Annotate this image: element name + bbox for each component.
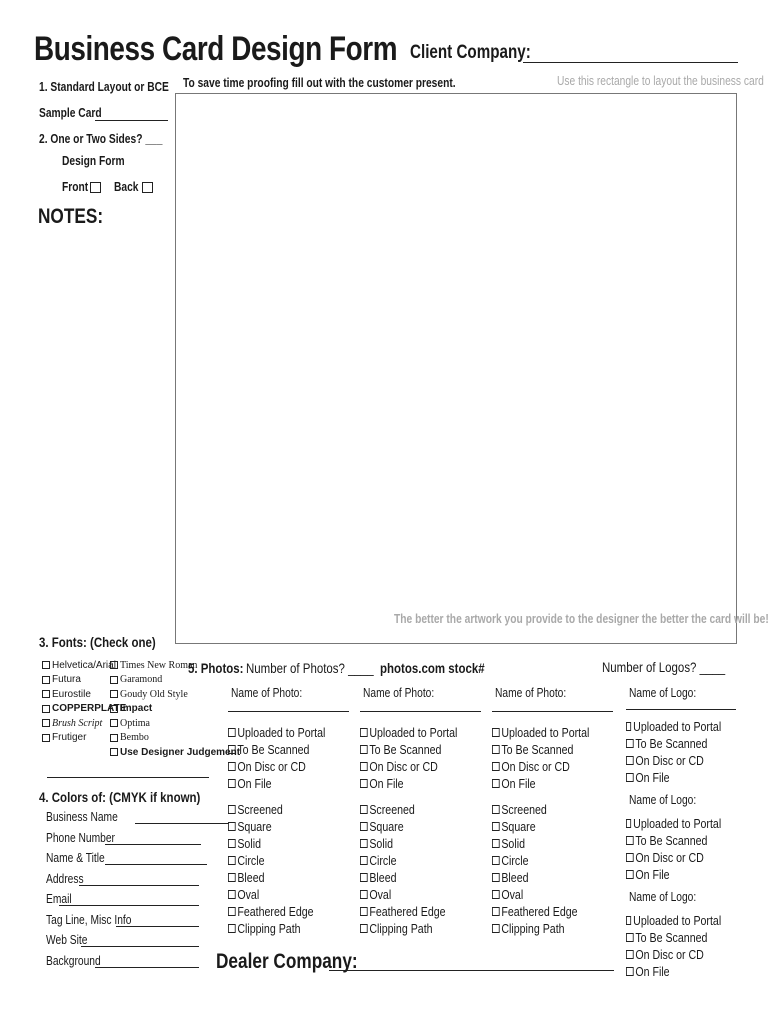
style-option[interactable] [492, 920, 598, 937]
option-checkbox[interactable] [626, 739, 634, 748]
font-checkbox[interactable] [110, 676, 118, 684]
photo-name-label: Name of Photo: [363, 686, 435, 700]
font-checkbox[interactable] [110, 719, 118, 727]
option-label: Uploaded to Portal [369, 725, 458, 740]
option-checkbox[interactable] [228, 924, 236, 933]
option-checkbox[interactable] [492, 856, 500, 865]
font-checkbox[interactable] [110, 734, 118, 742]
option-label: On File [369, 776, 404, 791]
color-row-label: Web Site [46, 933, 88, 947]
option-checkbox[interactable] [492, 873, 500, 882]
option-checkbox[interactable] [492, 805, 500, 814]
option-checkbox[interactable] [360, 779, 368, 788]
font-checkbox[interactable] [110, 748, 118, 756]
client-company-field[interactable] [523, 62, 738, 63]
sample-card-field[interactable] [95, 120, 168, 121]
logo-source-option[interactable] [626, 929, 721, 946]
option-label: Solid [501, 836, 525, 851]
color-row-label: Address [46, 871, 84, 886]
option-label: On Disc or CD [635, 850, 704, 865]
rectangle-hint: Use this rectangle to layout the business card [557, 74, 764, 88]
option-checkbox[interactable] [360, 728, 368, 737]
option-checkbox[interactable] [492, 907, 500, 916]
font-checkbox[interactable] [42, 719, 50, 727]
option-label: Solid [237, 836, 261, 851]
logo-source-option[interactable] [626, 963, 721, 980]
source-option[interactable] [228, 775, 334, 792]
font-option[interactable] [110, 687, 240, 702]
option-label: On File [501, 776, 536, 791]
font-label: Garamond [120, 674, 163, 686]
option-checkbox[interactable] [626, 819, 631, 828]
option-label: To Be Scanned [635, 930, 708, 945]
phone-color-field[interactable] [105, 831, 201, 845]
option-label: Solid [369, 836, 393, 851]
standard-layout-label: 1. Standard Layout or BCE [39, 80, 169, 94]
style-option[interactable] [492, 903, 598, 920]
name-title-color-field[interactable] [105, 851, 207, 865]
option-checkbox[interactable] [228, 839, 236, 848]
option-checkbox[interactable] [626, 933, 634, 942]
option-label: Feathered Edge [237, 904, 314, 919]
font-label: Times New Roman [120, 659, 198, 671]
font-label: Helvetica/Arial [52, 659, 116, 671]
source-option[interactable] [492, 741, 598, 758]
option-checkbox[interactable] [626, 773, 634, 782]
option-checkbox[interactable] [492, 822, 500, 831]
option-label: To Be Scanned [237, 742, 310, 757]
style-option[interactable] [228, 801, 334, 818]
option-label: On File [635, 770, 670, 785]
photo-name-field[interactable] [360, 700, 481, 712]
style-option[interactable] [360, 835, 466, 852]
font-label: Brush Script [52, 717, 103, 729]
color-row-label: Background [46, 953, 101, 968]
option-label: To Be Scanned [635, 736, 708, 751]
style-option[interactable] [492, 818, 598, 835]
logo-source-option[interactable] [626, 735, 721, 752]
color-row-label: Phone Number [46, 830, 115, 845]
option-label: Bleed [369, 870, 397, 885]
font-checkbox[interactable] [42, 690, 50, 698]
option-checkbox[interactable] [360, 907, 368, 916]
option-label: Feathered Edge [369, 904, 446, 919]
option-label: Uploaded to Portal [237, 725, 326, 740]
font-label: Bembo [120, 732, 149, 744]
style-option[interactable] [360, 920, 466, 937]
source-option[interactable] [492, 758, 598, 775]
option-checkbox[interactable] [228, 805, 236, 814]
address-color-field[interactable] [79, 872, 199, 886]
option-checkbox[interactable] [228, 890, 236, 899]
option-label: To Be Scanned [501, 742, 574, 757]
option-label: Clipping Path [237, 921, 301, 936]
option-label: Bleed [237, 870, 265, 885]
option-label: On File [635, 964, 670, 979]
logo-source-option[interactable] [626, 866, 721, 883]
option-checkbox[interactable] [228, 856, 236, 865]
back-checkbox[interactable] [142, 182, 153, 193]
option-label: Uploaded to Portal [633, 719, 722, 734]
option-label: Feathered Edge [501, 904, 578, 919]
style-option[interactable] [228, 869, 334, 886]
photo-name-label: Name of Photo: [231, 686, 303, 700]
photo-column-1 [228, 686, 353, 937]
font-option[interactable] [110, 716, 240, 731]
font-option[interactable] [110, 731, 240, 746]
style-option[interactable] [492, 801, 598, 818]
sample-card-label: Sample Card [39, 106, 102, 120]
option-checkbox[interactable] [492, 745, 500, 754]
option-checkbox[interactable] [228, 907, 236, 916]
option-label: Circle [369, 853, 397, 868]
option-label: Screened [237, 802, 283, 817]
option-checkbox[interactable] [626, 870, 634, 879]
option-checkbox[interactable] [492, 779, 500, 788]
font-checkbox[interactable] [42, 676, 50, 684]
option-checkbox[interactable] [228, 779, 236, 788]
option-checkbox[interactable] [360, 762, 368, 771]
option-checkbox[interactable] [360, 805, 368, 814]
option-checkbox[interactable] [492, 924, 500, 933]
option-label: On File [635, 867, 670, 882]
option-label: Oval [369, 887, 392, 902]
option-checkbox[interactable] [626, 836, 634, 845]
source-option[interactable] [228, 724, 334, 741]
option-checkbox[interactable] [360, 839, 368, 848]
style-option[interactable] [228, 852, 334, 869]
logo-source-option[interactable] [626, 752, 721, 769]
color-row-label: Tag Line, Misc Info [46, 912, 132, 927]
font-checkbox[interactable] [110, 690, 118, 698]
business-card-layout-area[interactable] [175, 93, 737, 644]
form-title: Business Card Design Form [34, 30, 398, 68]
option-checkbox[interactable] [626, 853, 634, 862]
option-label: Circle [237, 853, 265, 868]
color-row-label: Business Name [46, 810, 118, 824]
fonts-heading: 3. Fonts: (Check one) [39, 634, 156, 650]
style-option[interactable] [360, 852, 466, 869]
background-color-field[interactable] [95, 954, 199, 968]
option-checkbox[interactable] [228, 728, 236, 737]
logo-source-option[interactable] [626, 718, 721, 735]
option-label: Uploaded to Portal [501, 725, 590, 740]
photo-count-label: Number of Photos? ____ [246, 660, 374, 676]
logo-name-field[interactable] [626, 700, 736, 710]
front-label: Front [62, 180, 89, 194]
source-option[interactable] [360, 775, 466, 792]
style-option[interactable] [492, 869, 598, 886]
style-option[interactable] [360, 869, 466, 886]
photos-heading: 5. Photos: [188, 660, 244, 676]
font-label: Impact [120, 703, 153, 715]
source-option[interactable] [360, 741, 466, 758]
option-label: To Be Scanned [635, 833, 708, 848]
logo-name-label: Name of Logo: [629, 793, 697, 807]
color-row-label: Email [46, 892, 72, 906]
notes-heading: NOTES: [38, 205, 104, 228]
logo-source-option[interactable] [626, 946, 721, 963]
logo-source-option[interactable] [626, 849, 721, 866]
logo-count-label: Number of Logos? ____ [602, 659, 726, 675]
option-checkbox[interactable] [228, 762, 236, 771]
option-label: Screened [369, 802, 415, 817]
back-label: Back [114, 180, 139, 194]
font-checkbox[interactable] [42, 705, 50, 713]
style-option[interactable] [228, 818, 334, 835]
logo-source-option[interactable] [626, 832, 721, 849]
option-label: Square [237, 819, 272, 834]
option-checkbox[interactable] [626, 756, 634, 765]
option-label: On File [237, 776, 272, 791]
option-label: To Be Scanned [369, 742, 442, 757]
option-checkbox[interactable] [492, 762, 500, 771]
option-checkbox[interactable] [228, 822, 236, 831]
email-color-field[interactable] [59, 892, 199, 906]
font-option[interactable] [110, 702, 240, 717]
option-label: Square [501, 819, 536, 834]
font-label: Goudy Old Style [120, 688, 188, 700]
option-checkbox[interactable] [228, 745, 236, 754]
logo-source-option[interactable] [626, 815, 721, 832]
option-label: Bleed [501, 870, 529, 885]
option-label: On Disc or CD [635, 753, 704, 768]
option-label: Oval [501, 887, 524, 902]
photo-name-field[interactable] [492, 700, 613, 712]
option-checkbox[interactable] [360, 856, 368, 865]
style-option[interactable] [360, 903, 466, 920]
logo-name-label: Name of Logo: [629, 686, 697, 700]
style-option[interactable] [228, 903, 334, 920]
font-checkbox[interactable] [42, 661, 50, 669]
option-checkbox[interactable] [228, 873, 236, 882]
option-label: Square [369, 819, 404, 834]
stock-label: photos.com stock# [380, 660, 485, 676]
style-option[interactable] [492, 835, 598, 852]
sides-label: 2. One or Two Sides? ___ [39, 132, 163, 146]
font-label: Eurostile [52, 688, 91, 700]
option-checkbox[interactable] [360, 822, 368, 831]
option-checkbox[interactable] [360, 873, 368, 882]
photo-column-2 [360, 686, 485, 937]
font-label: Frutiger [52, 732, 87, 744]
logo-source-option[interactable] [626, 912, 721, 929]
style-option[interactable] [228, 886, 334, 903]
font-checkbox[interactable] [110, 705, 118, 713]
source-option[interactable] [360, 724, 466, 741]
photo-name-label: Name of Photo: [495, 686, 567, 700]
font-label: COPPERPLATE [52, 703, 127, 715]
option-checkbox[interactable] [492, 728, 500, 737]
color-row-label: Name & Title [46, 851, 105, 865]
photo-column-3 [492, 686, 617, 937]
option-checkbox[interactable] [360, 924, 368, 933]
style-option[interactable] [492, 886, 598, 903]
front-checkbox[interactable] [90, 182, 101, 193]
option-checkbox[interactable] [360, 890, 368, 899]
logo-source-option[interactable] [626, 769, 721, 786]
option-label: On Disc or CD [635, 947, 704, 962]
option-checkbox[interactable] [360, 745, 368, 754]
source-option[interactable] [228, 758, 334, 775]
source-option[interactable] [492, 724, 598, 741]
client-company-label: Client Company: [410, 42, 531, 63]
option-checkbox[interactable] [492, 890, 500, 899]
source-option[interactable] [228, 741, 334, 758]
font-label: Futura [52, 674, 81, 686]
font-other-field[interactable] [47, 777, 209, 778]
artwork-hint: The better the artwork you provide to the designer the better the card will be! [394, 612, 769, 626]
logo-name-label: Name of Logo: [629, 890, 697, 904]
option-label: Circle [501, 853, 529, 868]
option-label: Screened [501, 802, 547, 817]
option-checkbox[interactable] [492, 839, 500, 848]
option-checkbox[interactable] [626, 916, 631, 925]
tagline-color-field[interactable] [116, 913, 199, 927]
font-label: Optima [120, 717, 150, 729]
option-label: On Disc or CD [501, 759, 570, 774]
option-label: Uploaded to Portal [633, 913, 722, 928]
font-checkbox[interactable] [42, 734, 50, 742]
style-option[interactable] [360, 818, 466, 835]
source-option[interactable] [492, 775, 598, 792]
option-label: Uploaded to Portal [633, 816, 722, 831]
style-option[interactable] [360, 886, 466, 903]
back-option[interactable] [114, 180, 155, 194]
style-option[interactable] [360, 801, 466, 818]
font-label: Use Designer Judgement [120, 746, 241, 758]
business-name-color-field[interactable] [135, 810, 229, 824]
logo-column [626, 686, 738, 980]
option-label: Clipping Path [369, 921, 433, 936]
style-option[interactable] [228, 920, 334, 937]
option-checkbox[interactable] [626, 950, 634, 959]
design-form-label: Design Form [62, 154, 125, 168]
option-label: Oval [237, 887, 260, 902]
source-option[interactable] [360, 758, 466, 775]
font-checkbox[interactable] [110, 661, 118, 669]
dealer-company-label: Dealer Company: [216, 950, 358, 973]
option-checkbox[interactable] [626, 967, 634, 976]
colors-fields [105, 810, 229, 968]
style-option[interactable] [228, 835, 334, 852]
option-checkbox[interactable] [626, 722, 631, 731]
front-option[interactable] [62, 180, 103, 194]
option-label: On Disc or CD [369, 759, 438, 774]
option-label: Clipping Path [501, 921, 565, 936]
photo-name-field[interactable] [228, 700, 349, 712]
dealer-company-field[interactable] [329, 970, 614, 971]
instruction-text: To save time proofing fill out with the customer present. [183, 76, 456, 90]
designer-judgement-option[interactable] [110, 745, 240, 760]
website-color-field[interactable] [81, 933, 199, 947]
style-option[interactable] [492, 852, 598, 869]
colors-heading: 4. Colors of: (CMYK if known) [39, 789, 201, 805]
option-label: On Disc or CD [237, 759, 306, 774]
